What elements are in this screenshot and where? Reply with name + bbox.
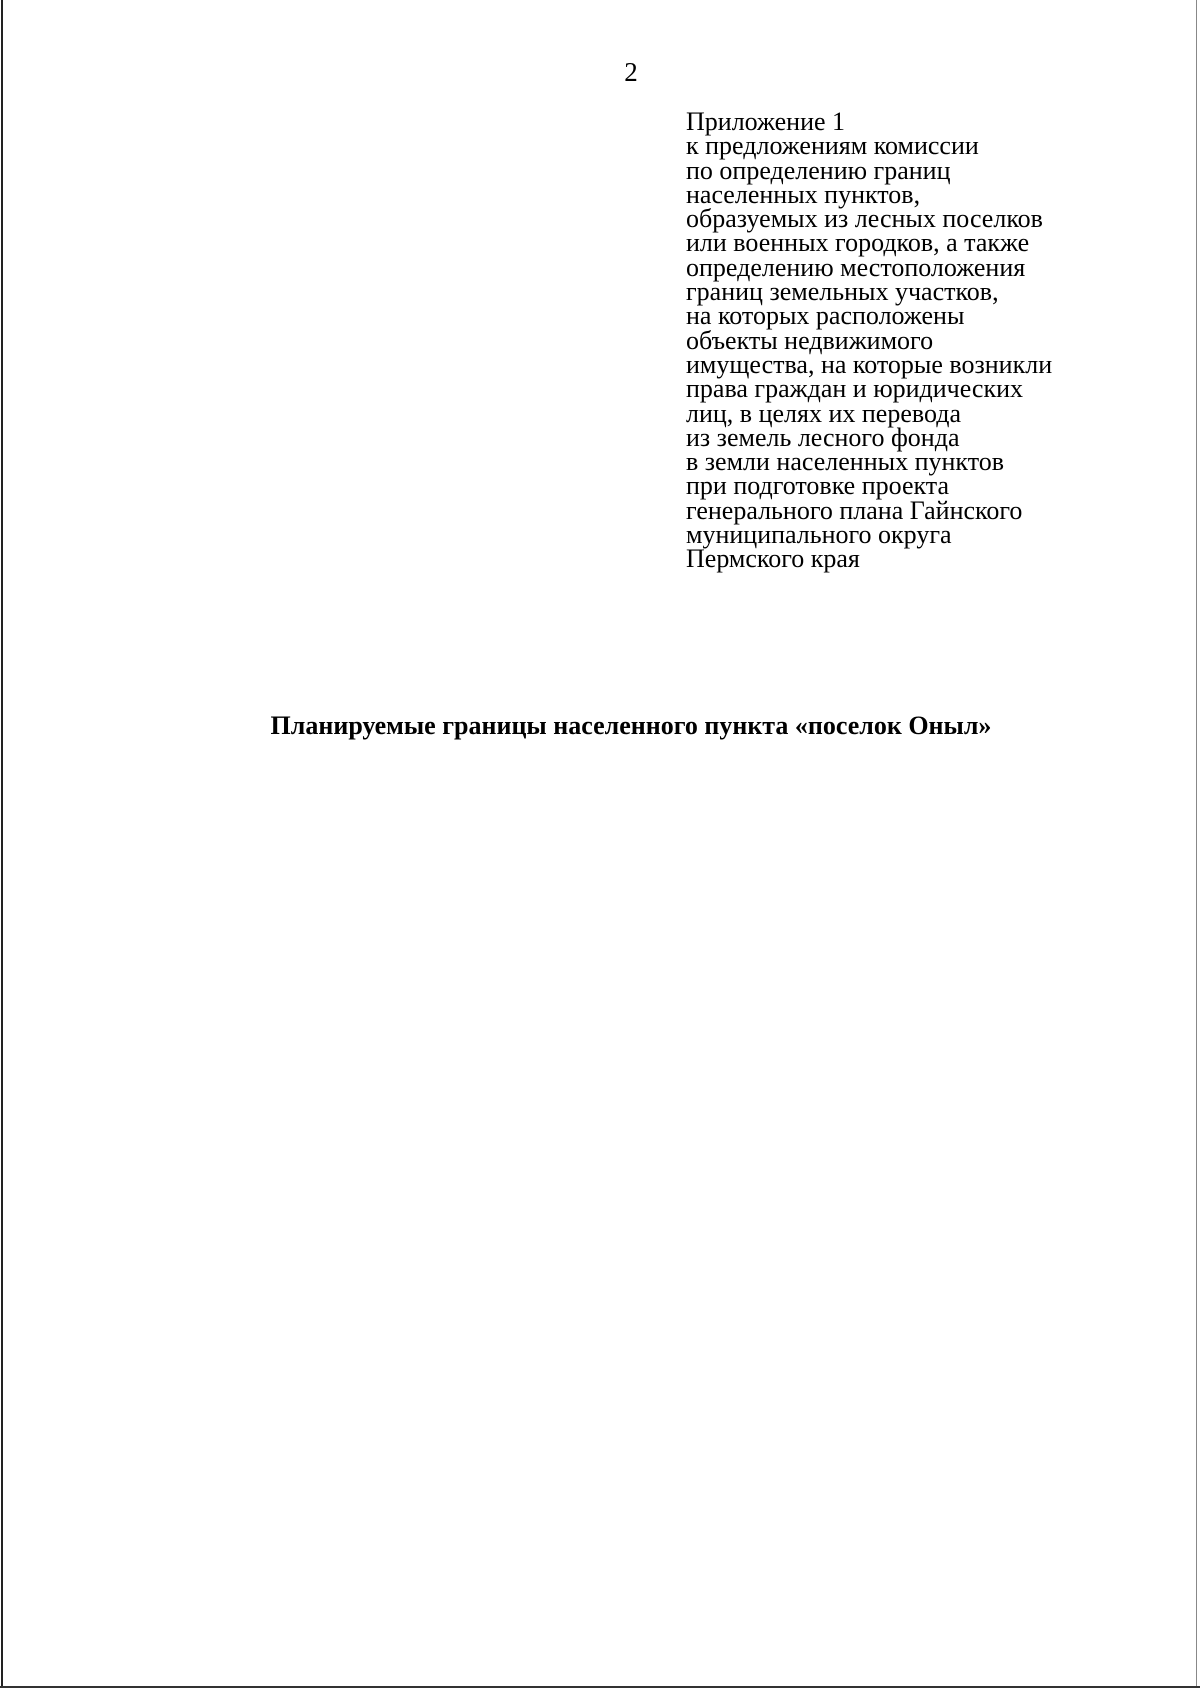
appendix-line: или военных городков, а также [686, 228, 1030, 258]
appendix-line: объекты недвижимого [686, 325, 934, 355]
appendix-line: к предложениям комиссии [686, 131, 979, 161]
appendix-line: Приложение 1 [686, 107, 846, 136]
scan-edge-right [1196, 0, 1197, 1688]
appendix-line: генерального плана Гайнского [686, 495, 1023, 525]
appendix-line: имущества, на которые возникли [686, 349, 1053, 379]
appendix-header [686, 107, 1106, 574]
appendix-line: границ земельных участков, [686, 277, 999, 307]
appendix-line: из земель лесного фонда [686, 422, 960, 452]
appendix-line: лиц, в целях их перевода [686, 398, 961, 428]
appendix-line: Пермского края [686, 544, 860, 574]
appendix-line: в земли населенных пунктов [686, 447, 1005, 477]
appendix-line: права граждан и юридических [686, 374, 1024, 404]
page-number: 2 [624, 57, 638, 87]
appendix-line: на которых расположены [686, 301, 965, 331]
appendix-line: муниципального округа [686, 520, 952, 550]
appendix-line: определению местоположения [686, 252, 1026, 282]
appendix-line: по определению границ [686, 155, 951, 185]
appendix-line: при подготовке проекта [686, 471, 949, 501]
document-title: Планируемые границы населенного пункта «поселок Оныл» [270, 711, 992, 740]
appendix-line: образуемых из лесных поселков [686, 204, 1043, 234]
scan-edge-left [1, 0, 3, 1688]
appendix-line: населенных пунктов, [686, 179, 921, 209]
